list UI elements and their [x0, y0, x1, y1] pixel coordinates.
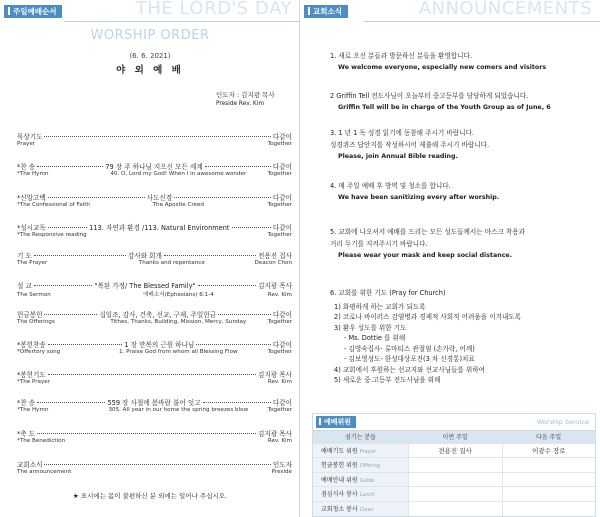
- subtitle: WORSHIP ORDER: [90, 28, 210, 43]
- role-cell: [313, 487, 408, 502]
- order-leader-en: Together: [267, 171, 292, 177]
- announcement-en: We welcome everyone, especially new comers and visitors: [338, 64, 547, 71]
- order-line-en: [17, 171, 292, 180]
- order-key-en: *The Confessional of Faith: [17, 202, 90, 208]
- order-line: [17, 309, 292, 319]
- order-item: [17, 428, 292, 447]
- dot-leader: [44, 464, 270, 465]
- next-week-cell: [502, 458, 595, 473]
- order-line: [17, 369, 292, 379]
- this-week-cell: [408, 487, 502, 502]
- order-key: 기 도: [17, 252, 32, 260]
- role-cell: [313, 472, 408, 487]
- dot-leader: [164, 255, 256, 256]
- dot-leader: [34, 255, 126, 256]
- order-line-en: [17, 260, 292, 269]
- order-key: *찬 송: [17, 399, 36, 407]
- table-row: [313, 443, 595, 458]
- dot-leader: [37, 433, 256, 434]
- next-week-cell: [502, 501, 595, 516]
- order-line: [17, 250, 292, 260]
- role-ko: 예배기도 위원: [321, 447, 358, 455]
- dot-leader: [48, 374, 256, 375]
- prayer-list: [330, 288, 592, 386]
- prayer-item: - Ms. Dottie 를 위해: [344, 334, 406, 342]
- announcement-en: We have been sanitizing every after worship.: [338, 194, 500, 201]
- order-leader-en: Rev. Kim: [267, 438, 292, 444]
- order-key: 헌금봉헌: [17, 311, 43, 319]
- leader-ko: 인도자 : 김지광 목사: [216, 91, 275, 99]
- order-leader-en: Together: [267, 407, 292, 413]
- announcement-en: Griffin Tell will be in charge of the Youth Group as of June, 6: [338, 104, 551, 111]
- announcement-ko-2: 거리 두기를 지켜주시기 바랍니다.: [330, 240, 428, 248]
- this-week-cell: [408, 501, 502, 516]
- leader-en: Preside Rev. Kim: [216, 101, 264, 107]
- dot-leader: [198, 285, 257, 286]
- dot-leader: [37, 402, 105, 403]
- table-header: 이번 주일: [408, 431, 502, 443]
- table-row: [313, 458, 595, 473]
- order-detail: 79 장 주 하나님 지으신 모든 세계: [105, 163, 203, 171]
- role-cell: [313, 501, 408, 516]
- dot-leader: [232, 227, 271, 228]
- order-leader-en: Rev. Kim: [267, 379, 292, 385]
- dot-leader: [48, 227, 87, 228]
- order-detail: 십일조, 감사, 건축, 선교, 구제, 주일헌금: [99, 311, 216, 319]
- this-week-cell: [408, 458, 502, 473]
- order-item: [17, 192, 292, 211]
- date: (6. 6. 2021): [129, 52, 171, 60]
- worship-label: Worship Service: [536, 418, 589, 426]
- order-line: [17, 397, 292, 407]
- order-leader: 전용진 집사: [258, 252, 292, 260]
- order-leader-en: Together: [267, 202, 292, 208]
- role-en: Offering: [359, 463, 380, 470]
- order-line-en: [17, 438, 292, 447]
- this-week-cell: 전용진 집사: [408, 443, 502, 458]
- footnote: ★ 표시에는 몸이 불편하신 분 외에는 일어나 주십시오.: [72, 492, 228, 500]
- announcement-item: [330, 90, 592, 114]
- order-key-en: *The Prayer: [17, 379, 51, 385]
- order-leader: 김지광 목사: [258, 282, 293, 290]
- prayer-item: 4) 교회에서 후원하는 선교지와 선교사님들를 위하여: [334, 365, 486, 374]
- prayer-item: 3) 환우 성도를 위한 기도: [334, 323, 407, 332]
- order-item: [17, 161, 292, 180]
- order-detail-en: 1. Praise God from whom all Blessing Flow: [118, 349, 238, 355]
- order-line: [17, 222, 292, 232]
- announcement-en: Please wear your mask and keep social distance.: [338, 252, 513, 259]
- order-item: [17, 397, 292, 416]
- announcement-ko: 3. 1 년 1 독 성경 읽기에 동참해 주시기 바랍니다.: [330, 129, 474, 137]
- announcement-ko: 1. 새로 오신 분들과 방문하신 분들을 환영합니다.: [330, 52, 472, 60]
- order-item: [17, 222, 292, 241]
- order-item: [17, 250, 292, 269]
- order-leader: 김지광 목사: [258, 371, 292, 379]
- order-item: [17, 131, 292, 150]
- order-line-en: [17, 232, 292, 241]
- order-line: [17, 428, 292, 438]
- order-key-en: The Prayer: [17, 260, 48, 266]
- announcement-item: [330, 180, 592, 204]
- order-leader-en: Together: [267, 349, 292, 355]
- order-detail-en: 305. All year in our home the spring breezes blow: [108, 407, 249, 413]
- order-detail-en: Tithes, Thanks, Building, Mission, Mercy, Sunday: [110, 319, 247, 325]
- order-line: [17, 459, 292, 469]
- dot-leader: [34, 285, 93, 286]
- role-cell: [313, 443, 408, 458]
- left-header: [0, 0, 300, 22]
- order-detail-en: 40. O, Lord my God! When I in awesome wonder: [110, 171, 247, 177]
- dot-leader: [37, 166, 103, 167]
- order-key: *성시교독: [17, 224, 46, 232]
- order-key-en: The Sermon: [17, 292, 51, 298]
- order-leader-en: Together: [267, 232, 292, 238]
- section-tag: 주일예배순서: [4, 5, 62, 18]
- order-line-en: [17, 469, 292, 478]
- order-detail: 113. 자연과 환경 /113. Natural Environment: [89, 224, 230, 232]
- order-key-en: *Offertory song: [17, 349, 61, 355]
- order-leader-en: Together: [267, 319, 292, 325]
- order-leader-en: Deacon Chon: [254, 260, 292, 266]
- role-en: Prayer: [359, 448, 376, 455]
- order-line: [17, 131, 292, 141]
- order-key-en: The announcement: [17, 469, 72, 475]
- order-key: *축 도: [17, 430, 36, 438]
- order-key-en: *The Hymn: [17, 171, 49, 177]
- announcement-item: [330, 50, 592, 74]
- dot-leader: [44, 136, 270, 137]
- announcement-ko-2: 성경퀴즈 답안지를 작성하시어 제출해 주시기 바랍니다.: [330, 141, 490, 149]
- order-leader: 인도자: [272, 461, 292, 469]
- prayer-item: 2) 코로나 바이러스 감염병과 경제적 사회적 어려움을 이겨내도록: [334, 313, 522, 321]
- order-detail-en: 에베소서(Ephesians) 6:1-4: [143, 292, 214, 298]
- dot-leader: [203, 402, 271, 403]
- role-ko: 교회청소 봉사: [321, 506, 358, 513]
- order-leader: 다같이: [272, 311, 293, 319]
- order-item: [17, 339, 292, 358]
- order-key-en: Prayer: [17, 141, 36, 147]
- table-header: 다음 주일: [502, 431, 595, 443]
- order-line-en: [17, 290, 292, 299]
- order-detail-en: Thanks and repentance: [138, 260, 205, 266]
- order-line-en: [17, 141, 292, 150]
- order-key-en: *The Responsive reading: [17, 232, 87, 238]
- order-leader: 다같이: [272, 399, 293, 407]
- dot-leader: [44, 314, 97, 315]
- order-item: [17, 280, 292, 299]
- order-detail: 감사와 회개: [127, 252, 162, 260]
- announcement-ko: 4. 매 주일 예배 후 방역 및 청소를 합니다.: [330, 182, 451, 190]
- order-line: [17, 280, 292, 290]
- order-leader: 다같이: [272, 194, 292, 202]
- order-key: 교회소식: [17, 461, 43, 469]
- order-detail: 1 장 만복의 근원 하나님: [124, 341, 195, 349]
- order-leader-en: Rev. Kim: [267, 292, 292, 298]
- next-week-cell: [502, 487, 595, 502]
- order-leader: 다같이: [272, 133, 292, 141]
- order-leader: 다같이: [272, 341, 293, 349]
- right-header: [300, 0, 600, 22]
- announcement-ko: 5. 교회에 나오셔서 예배를 드리는 모든 성도들께서는 마스크 착용과: [330, 228, 526, 236]
- order-leader-en: Together: [267, 141, 292, 147]
- prayer-item: 1) 화평하게 하는 교회가 되도록: [334, 302, 426, 311]
- order-detail-en: The Apostle Creed: [152, 202, 204, 208]
- role-cell: [313, 458, 408, 473]
- table-row: [313, 501, 595, 516]
- dot-leader: [205, 166, 271, 167]
- leader-block: [216, 90, 275, 112]
- dot-leader: [218, 314, 271, 315]
- table-header: 섬기는 분들: [313, 431, 408, 443]
- next-week-cell: [502, 472, 595, 487]
- order-leader: 다같이: [272, 224, 293, 232]
- order-line-en: [17, 349, 292, 358]
- role-en: Clean: [359, 507, 374, 513]
- dot-leader: [48, 344, 123, 345]
- worship-tag: 예배위원: [316, 416, 356, 428]
- worship-service-table: [312, 413, 596, 517]
- order-key-en: *The Hymn: [17, 407, 49, 413]
- order-key: *신앙고백: [17, 194, 46, 202]
- order-key: *찬 송: [17, 163, 36, 171]
- dot-leader: [174, 197, 271, 198]
- dot-leader: [196, 344, 271, 345]
- prayer-item: - 김보영성도- 한성대상포진(3 차 신경통)치료: [344, 355, 475, 363]
- order-line: [17, 161, 292, 171]
- order-line: [17, 339, 292, 349]
- service-title: 야 외 예 배: [116, 65, 184, 76]
- section-tag: 교회소식: [304, 5, 348, 18]
- order-detail: 사도신경: [146, 194, 173, 202]
- order-item: [17, 459, 292, 478]
- order-line-en: [17, 379, 292, 388]
- order-leader: 김지광 목사: [258, 430, 292, 438]
- order-detail: "복된 가정/ The Blessed Family": [94, 282, 196, 290]
- role-ko: 점심식사 봉사: [321, 491, 358, 499]
- banner-title: THE LORD'S DAY: [135, 0, 292, 19]
- dot-leader: [48, 197, 145, 198]
- order-detail: 559 장 사철에 봄바람 불어 잇고: [107, 399, 201, 407]
- role-ko: 예배안내 위원: [321, 476, 358, 484]
- order-leader-en: Preside: [271, 469, 292, 475]
- order-key: *봉헌기도: [17, 371, 46, 379]
- prayer-title: 6. 교회를 위한 기도 (Pray for Church): [330, 289, 446, 297]
- next-week-cell: 이광수 장로: [502, 443, 595, 458]
- banner-title: ANNOUNCEMENTS: [418, 0, 592, 19]
- table-row: [313, 487, 595, 502]
- order-line-en: [17, 407, 292, 416]
- prayer-item: 5) 새로운 중.고등부 전도사님을 위해: [334, 376, 441, 384]
- worship-table: [313, 431, 595, 516]
- order-key: 설 교: [17, 282, 32, 290]
- this-week-cell: [408, 472, 502, 487]
- order-item: [17, 369, 292, 388]
- role-en: Lunch: [359, 492, 375, 499]
- order-key-en: The Offerings: [17, 319, 55, 325]
- order-key: *봉헌찬송: [17, 341, 46, 349]
- order-line-en: [17, 319, 292, 328]
- role-en: Guide: [359, 477, 375, 484]
- order-line-en: [17, 202, 292, 211]
- order-item: [17, 309, 292, 328]
- table-row: [313, 472, 595, 487]
- order-leader: 다같이: [272, 163, 292, 171]
- order-line: [17, 192, 292, 202]
- announcement-item: [330, 226, 592, 262]
- announcement-en: Please, join Annual Bible reading.: [338, 153, 458, 160]
- announcement-item: [330, 127, 592, 163]
- prayer-item: - 김영숙집사- 류마티스 관절염 (손가락, 어깨): [344, 344, 475, 353]
- order-key: 묵상기도: [17, 133, 43, 141]
- order-key-en: *The Benediction: [17, 438, 66, 444]
- announcement-ko: 2 Griffin Tell 전도사님이 오늘부터 중고등부를 담당하게 되었습니다.: [330, 92, 529, 100]
- role-ko: 헌금봉헌 위원: [321, 462, 358, 470]
